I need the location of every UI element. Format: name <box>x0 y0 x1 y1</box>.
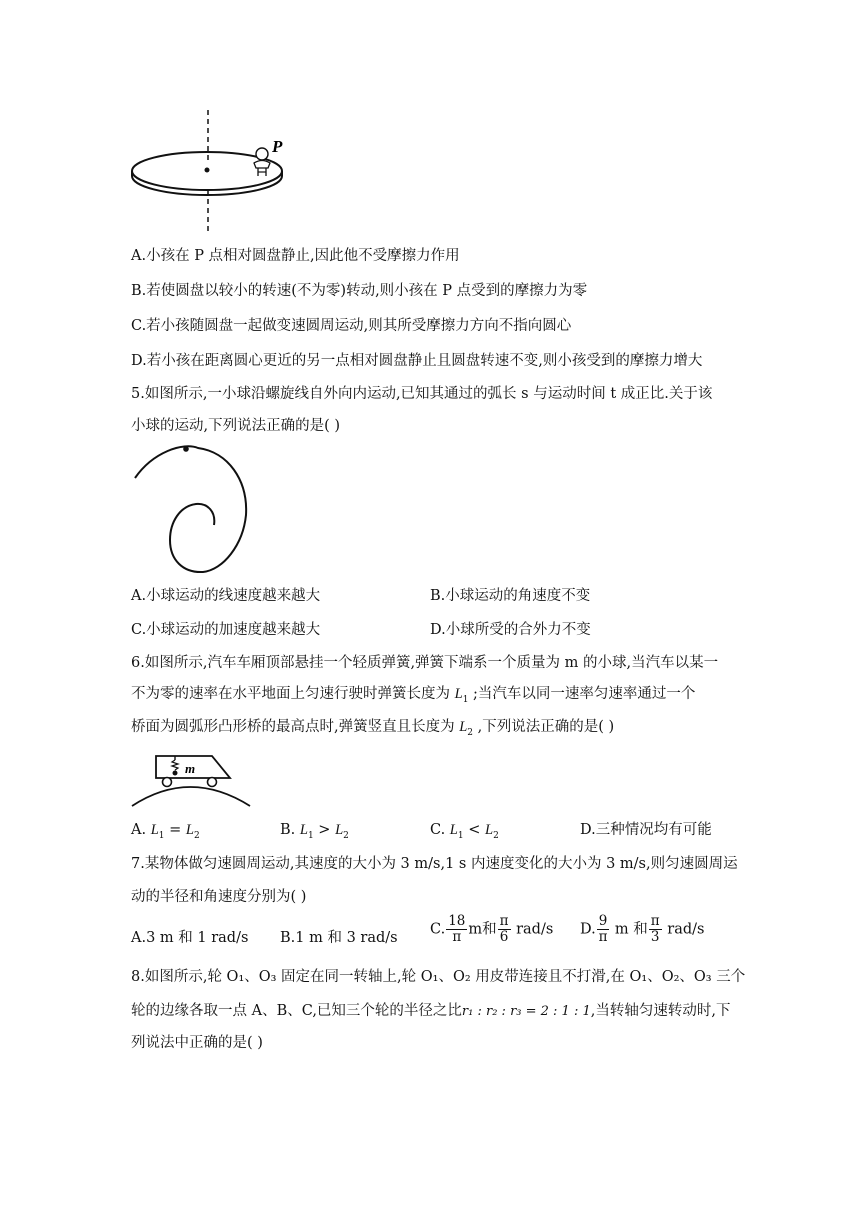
radius-ratio: r₁ : r₂ : r₃ = 2 : 1 : 1 <box>461 1004 591 1019</box>
q5-stem-line-2: 小球的运动,下列说法正确的是( ) <box>131 418 341 434</box>
q5-option-d: D.小球所受的合外力不变 <box>430 622 591 638</box>
q7-stem-line-2: 动的半径和角速度分别为( ) <box>131 889 307 905</box>
q5-option-a: A.小球运动的线速度越来越大 <box>131 588 321 604</box>
q6-stem-line-1: 6.如图所示,汽车车厢顶部悬挂一个轻质弹簧,弹簧下端系一个质量为 m 的小球,当汽车以某一 <box>131 655 719 671</box>
rotating-disk-figure <box>125 110 295 232</box>
car-label-m: m <box>185 761 196 776</box>
q7-option-d: D. $\frac{9}{\pi}$ m 和 $\frac{\pi}{3}$ rad/s <box>580 913 705 945</box>
q5-option-b: B.小球运动的角速度不变 <box>430 588 591 604</box>
q6-stem-line-2: 不为零的速率在水平地面上匀速行驶时弹簧长度为 $L_1$ ;当汽车以同一速率匀速率通过一个 <box>131 686 696 705</box>
q6-option-d: D.三种情况均有可能 <box>580 822 712 838</box>
q8-stem-line-1: 8.如图所示,轮 O₁、O₃ 固定在同一转轴上,轮 O₁、O₂ 用皮带连接且不打滑,在 O₁、O₂、O₃ 三个 <box>131 969 746 985</box>
q6-stem-line-3: 桥面为圆弧形凸形桥的最高点时,弹簧竖直且长度为 $L_2$ ,下列说法正确的是( ) <box>131 719 615 738</box>
spiral-figure <box>128 440 260 580</box>
q4-option-c: C.若小孩随圆盘一起做变速圆周运动,则其所受摩擦力方向不指向圆心 <box>131 318 572 334</box>
q6-option-a: A. $L_1 = L_2$ <box>131 822 200 841</box>
q4-option-b: B.若使圆盘以较小的转速(不为零)转动,则小孩在 P 点受到的摩擦力为零 <box>131 283 588 299</box>
q5-stem-line-1: 5.如图所示,一小球沿螺旋线自外向内运动,已知其通过的弧长 s 与运动时间 t 成正比.关于该 <box>131 386 713 402</box>
q8-stem-line-3: 列说法中正确的是( ) <box>131 1035 263 1051</box>
disk-label-p: P <box>272 137 283 156</box>
car-on-bridge-figure <box>130 750 252 808</box>
q7-option-a: A.3 m 和 1 rad/s <box>131 930 249 946</box>
q5-option-c: C.小球运动的加速度越来越大 <box>131 622 321 638</box>
q6-option-b: B. $L_1 > L_2$ <box>280 822 349 841</box>
q4-option-a: A.小孩在 P 点相对圆盘静止,因此他不受摩擦力作用 <box>131 248 460 264</box>
q7-option-c: C. $\frac{18}{\pi}$ m和 $\frac{\pi}{6}$ rad/s <box>430 913 554 945</box>
q6-option-c: C. $L_1 < L_2$ <box>430 822 499 841</box>
q7-option-b: B.1 m 和 3 rad/s <box>280 930 398 946</box>
q7-stem-line-1: 7.某物体做匀速圆周运动,其速度的大小为 3 m/s,1 s 内速度变化的大小为 3 m/s,则匀速圆周运 <box>131 856 738 872</box>
q8-stem-line-2: 轮的边缘各取一点 A、B、C,已知三个轮的半径之比r₁ : r₂ : r₃ = 2 : 1 : 1,当转轴匀速转动时,下 <box>131 1003 731 1019</box>
q4-option-d: D.若小孩在距离圆心更近的另一点相对圆盘静止且圆盘转速不变,则小孩受到的摩擦力增大 <box>131 353 703 369</box>
